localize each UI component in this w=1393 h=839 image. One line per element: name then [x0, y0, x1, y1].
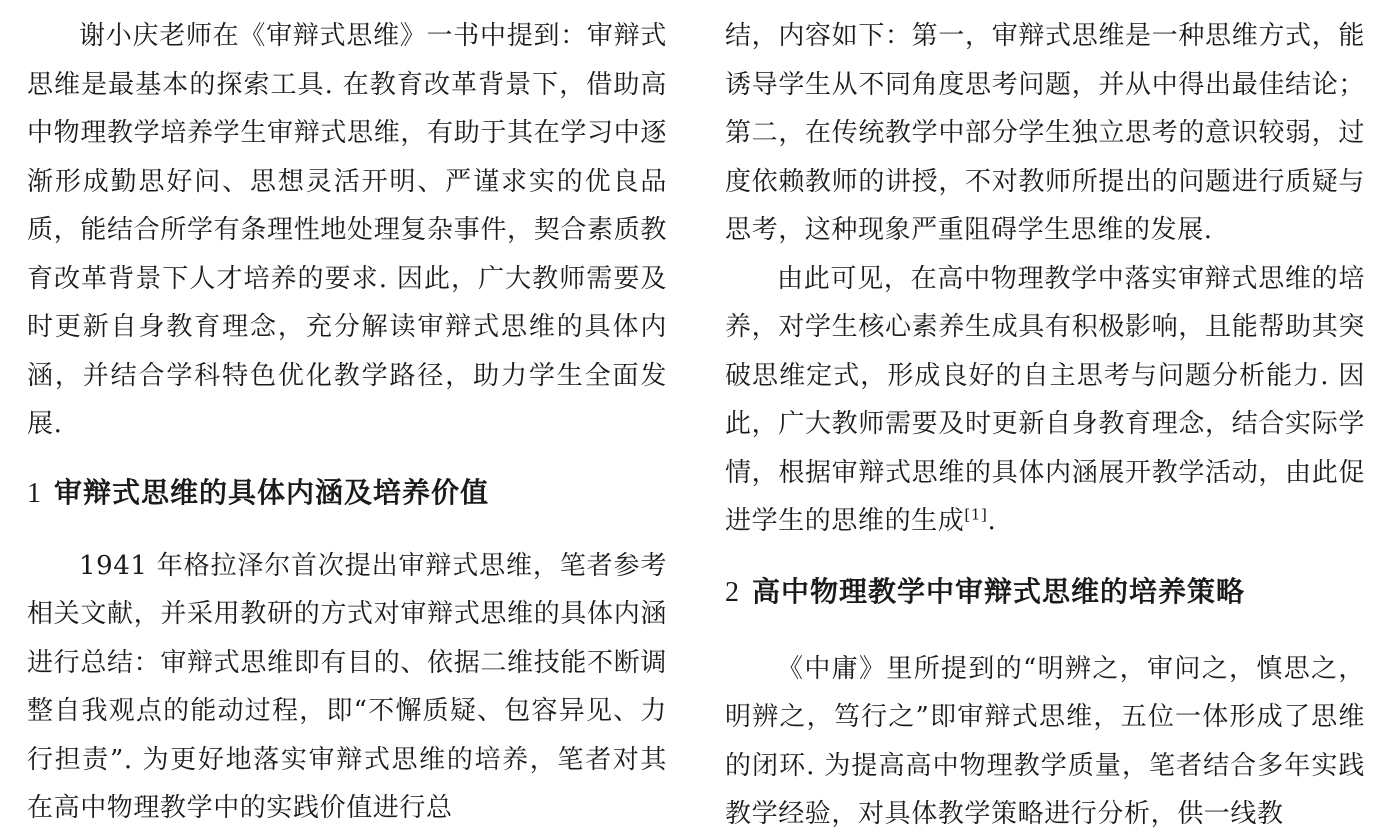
definition-paragraph-continued: 结，内容如下：第一，审辩式思维是一种思维方式，能诱导学生从不同角度思考问题，并从中得出最佳结论；第二，在传统教学中部分学生独立思考的意识较弱，过度依赖教师的讲授，不对教师所提出的问题进行质疑与思考，这种现象严重阻碍学生思维的发展.: [725, 21, 1365, 245]
citation-ref-1[interactable]: [1]: [964, 505, 988, 524]
right-column: [725, 12, 1365, 839]
section-2-title: 高中物理教学中审辩式思维的培养策略: [752, 574, 1246, 608]
zhongyong-paragraph: 《中庸》里所提到的“明辨之，审问之，慎思之，明辨之，笃行之”即审辩式思维，五位一体形成了思维的闭环. 为提高高中物理教学质量，笔者结合多年实践教学经验，对具体教学策略进行分析，供一线教: [725, 653, 1365, 829]
definition-paragraph: 1941 年格拉泽尔首次提出审辩式思维，笔者参考相关文献，并采用教研的方式对审辩式思维的具体内涵进行总结：审辩式思维即有目的、依据二维技能不断调整自我观点的能动过程，即“不懈质疑、包容异见、力行担责”. 为更好地落实审辩式思维的培养，笔者对其在高中物理教学中的实践价值进行总: [27, 550, 667, 823]
section-1-heading: [27, 473, 667, 514]
section-2-number: 2: [725, 576, 740, 608]
conclusion-paragraph: [725, 255, 1365, 546]
conclusion-text: 由此可见，在高中物理教学中落实审辩式思维的培养，对学生核心素养生成具有积极影响，且能帮助其突破思维定式，形成良好的自主思考与问题分析能力. 因此，广大教师需要及时更新自身教育理念，结合实际学情，根据审辩式思维的具体内涵展开教学活动，由此促进学生的思维的生成: [725, 263, 1365, 536]
left-column: [27, 12, 667, 833]
section-2-heading: [725, 572, 1365, 613]
intro-paragraph: 谢小庆老师在《审辩式思维》一书中提到：审辩式思维是最基本的探索工具. 在教育改革背景下，借助高中物理教学培养学生审辩式思维，有助于其在学习中逐渐形成勤思好问、思想灵活开明、严谨求实的优良品质，能结合所学有条理性地处理复杂事件，契合素质教育改革背景下人才培养的要求. 因此，广大教师需要及时更新自身教育理念，充分解读审辩式思维的具体内涵，并结合学科特色优化教学路径，助力学生全面发展.: [27, 21, 667, 439]
section-1-number: 1: [27, 477, 42, 509]
conclusion-end: .: [987, 506, 997, 536]
section-1-title: 审辩式思维的具体内涵及培养价值: [54, 475, 490, 509]
